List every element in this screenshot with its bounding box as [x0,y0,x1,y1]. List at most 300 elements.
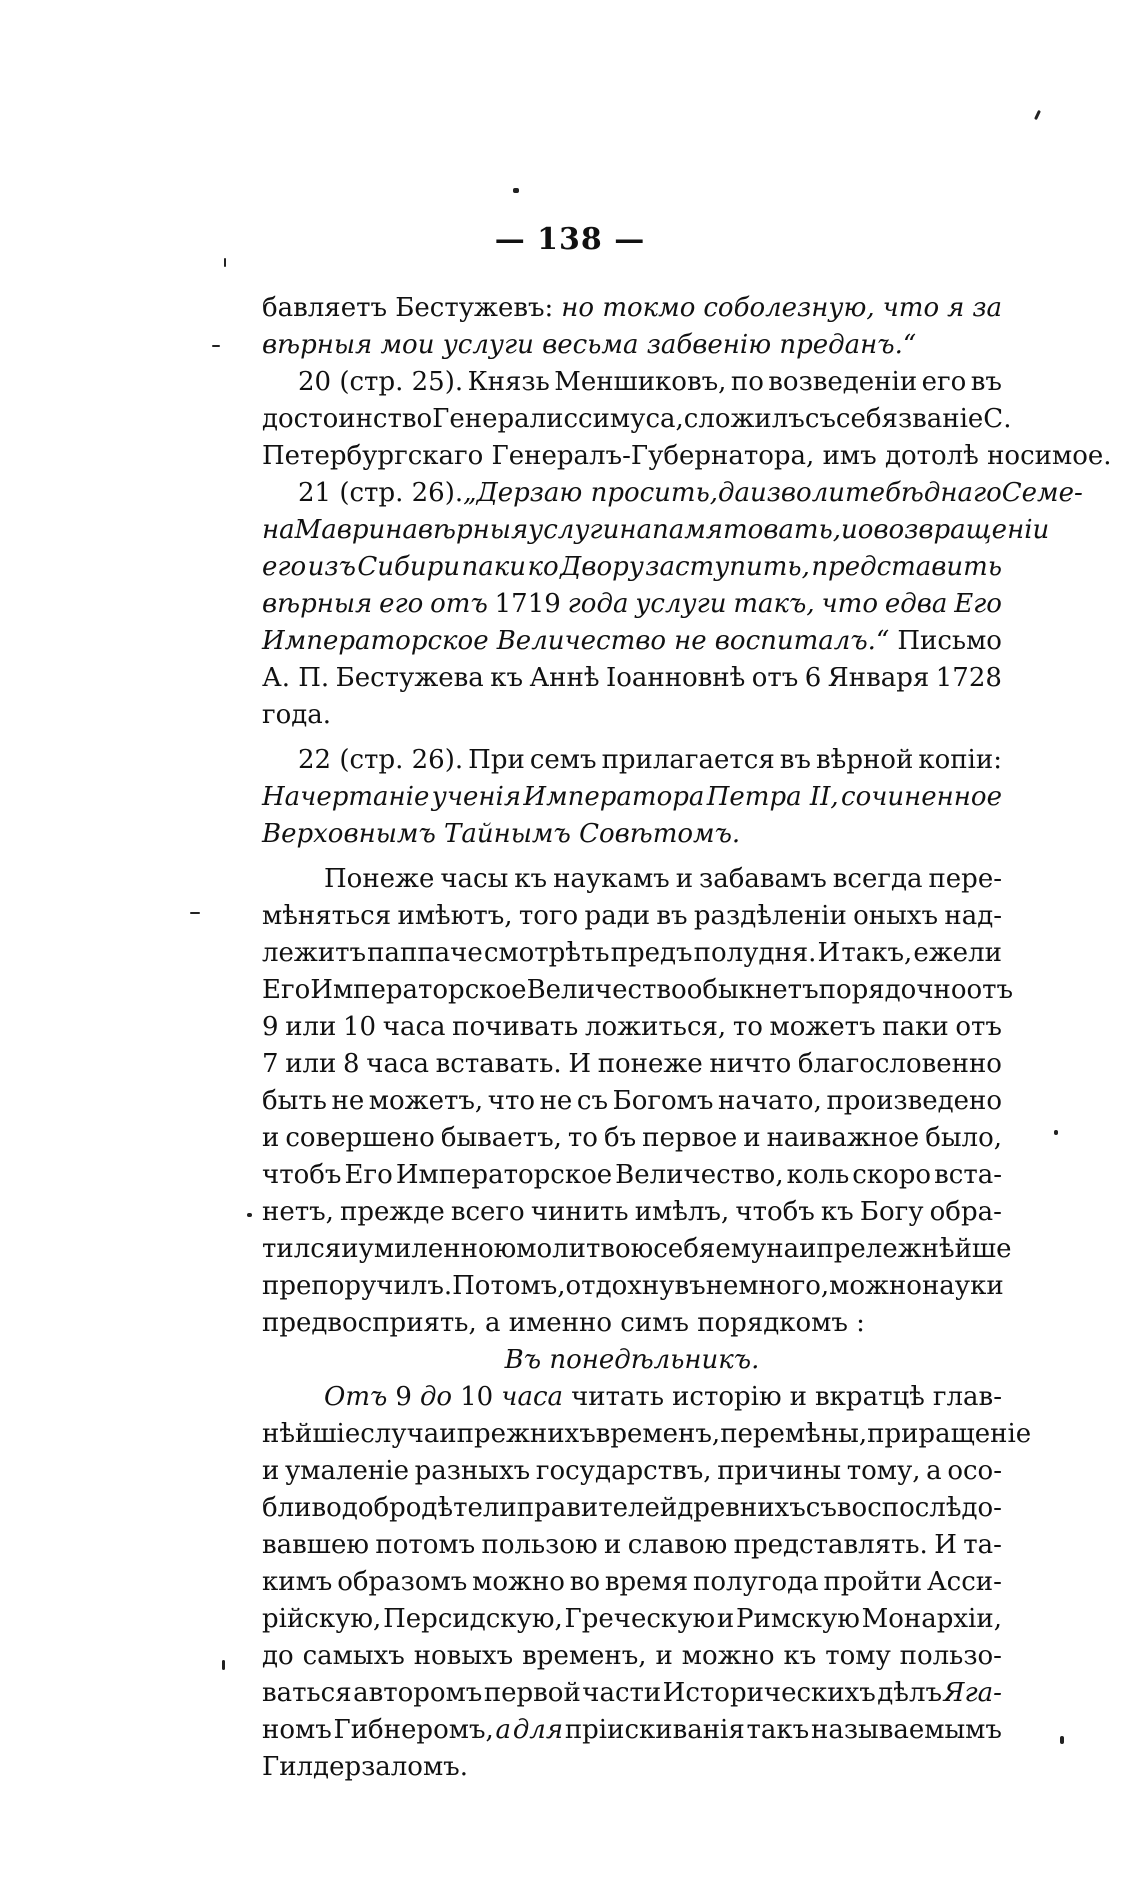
text-fragment: почивать [452,1012,579,1042]
text-fragment: Гилдерзаломъ. [262,1752,468,1782]
text-fragment: временъ, [595,1419,721,1449]
text-fragment: всего [450,1197,525,1227]
text-fragment: сложилъ [683,404,805,434]
text-fragment: 1728 [935,663,1002,693]
text-fragment: Величество, [615,1160,784,1190]
text-line [262,697,1002,734]
text-fragment: Двору [560,552,644,582]
text-fragment: Начертаніе [262,782,430,812]
paragraph-gap [262,853,1002,861]
text-fragment: 20 (стр. 25). [298,367,464,397]
text-line [262,438,1112,475]
text-block [262,290,1112,1786]
text-fragment: мѣняться [262,901,392,931]
text-fragment: и [716,1604,735,1634]
text-line [262,364,1002,401]
text-fragment: себя [653,1234,716,1264]
text-fragment: Асси- [926,1567,1002,1597]
text-line [262,401,1012,438]
text-fragment: пере- [928,864,1002,894]
text-fragment: Императорское [395,1160,613,1190]
text-fragment: изволите [750,478,886,508]
text-fragment: ради [584,901,651,931]
text-fragment: представлять. [733,1530,928,1560]
text-line [262,972,1014,1009]
text-fragment: чинить [530,1197,629,1227]
text-fragment: тому [825,1641,891,1671]
text-fragment: читать [571,1382,665,1412]
text-fragment: до [262,1641,294,1671]
text-fragment: во [569,1567,601,1597]
text-fragment: или [285,1012,337,1042]
text-line [262,816,1002,853]
text-fragment: отдохнувъ [565,1271,706,1301]
text-fragment: съ [805,1493,837,1523]
text-fragment: и [604,1530,622,1560]
text-fragment: осо- [947,1456,1002,1486]
text-fragment: препоручилъ. [262,1271,453,1301]
text-fragment: не [539,1086,573,1116]
text-fragment: паки [461,552,527,582]
text-fragment: та- [963,1530,1002,1560]
text-line [262,1305,1002,1342]
text-fragment: чтобъ [735,1197,815,1227]
text-fragment: С. [983,404,1012,434]
text-fragment: и [789,1382,807,1412]
text-fragment: нѣйшіе [262,1419,361,1449]
text-line [262,1083,1002,1120]
text-fragment: отъ [751,663,799,693]
text-fragment: бавляетъ Бестужевъ: [262,293,554,323]
text-line [262,512,1050,549]
text-fragment: его [379,589,424,619]
text-fragment: вавшею [262,1530,369,1560]
text-fragment: первой [483,1678,581,1708]
text-fragment: Гибнеромъ, [333,1715,494,1745]
text-fragment: Верховнымъ Тайнымъ Совѣтомъ. [262,819,741,849]
text-fragment: Монархіи, [861,1604,1002,1634]
text-fragment: наиважное [766,1123,920,1153]
text-fragment: отъ [430,589,488,619]
text-fragment: по [730,367,764,397]
text-fragment: то [567,1123,598,1153]
text-fragment: имѣютъ, [397,901,513,931]
text-fragment: быть [262,1086,327,1116]
text-fragment: случаи [360,1419,457,1449]
text-fragment: чтобъ [262,1160,342,1190]
text-fragment: государствъ, [535,1456,712,1486]
text-line [262,1268,1002,1305]
text-fragment: обыкнетъ [686,975,819,1005]
text-fragment: имѣлъ, [634,1197,730,1227]
text-fragment: Потомъ, [452,1271,566,1301]
text-fragment: и [262,1123,280,1153]
text-fragment: Его [954,589,1002,619]
text-fragment: Князь [467,367,550,397]
text-fragment: Петербургскаго Генералъ-Губернатора, имъ дотолѣ носимое. [262,441,1112,471]
text-fragment: съ [804,404,836,434]
text-fragment: вѣрныя [262,589,373,619]
text-fragment: И [817,938,841,968]
scan-speck [224,258,226,267]
text-fragment: ежели [913,938,1002,968]
text-fragment: къ [820,1197,854,1227]
text-fragment: наипрележнѣйше [766,1234,1012,1264]
text-fragment: Императора [523,782,705,812]
text-fragment: над- [944,901,1002,931]
text-fragment: причины [717,1456,842,1486]
text-fragment: года [567,589,629,619]
text-fragment: лежитъ [262,938,367,968]
text-fragment: вѣрныя [417,515,529,545]
text-fragment: можетъ [769,1012,876,1042]
text-fragment: вѣрной [816,745,914,775]
text-fragment: коль [786,1160,850,1190]
text-line [262,1712,1002,1749]
text-fragment: воспиталъ.“ [714,626,890,656]
text-fragment: порядочно [818,975,967,1005]
text-fragment: года. [262,700,332,730]
text-line [262,1379,1002,1416]
text-fragment: кимъ [262,1567,333,1597]
text-fragment: того [518,901,579,931]
text-fragment: добродѣтели [341,1493,517,1523]
text-fragment: Персидскую, [383,1604,563,1634]
text-fragment: ученія [431,782,522,812]
text-fragment: прилагается [601,745,775,775]
text-fragment: части [582,1678,662,1708]
text-fragment: Императорское [310,975,527,1005]
text-fragment: не [705,1271,739,1301]
text-fragment: въ [779,745,811,775]
text-fragment: и [675,864,694,894]
text-fragment: то [732,1012,763,1042]
text-fragment: соболезную, [703,293,875,323]
text-line [262,1416,1032,1453]
text-line [262,1601,1002,1638]
text-fragment: славою [627,1530,728,1560]
text-fragment: едва [884,589,948,619]
text-fragment: отъ [955,1012,1002,1042]
text-fragment: рійскую, [262,1604,382,1634]
text-fragment: правителей [516,1493,678,1523]
text-line [262,623,1002,660]
text-fragment: да [718,478,750,508]
text-fragment: 6 [804,663,822,693]
text-fragment: глав- [932,1382,1002,1412]
text-fragment: Генералиссимуса, [432,404,684,434]
text-line [262,1009,1002,1046]
text-fragment: бъ [603,1123,637,1153]
scan-speck [212,345,220,347]
text-fragment: къ [514,864,548,894]
text-fragment: обра- [929,1197,1002,1227]
text-fragment: И [568,1049,592,1079]
text-fragment: 10 [343,1012,377,1042]
text-fragment: пользо- [899,1641,1002,1671]
text-fragment: а [926,1456,942,1486]
text-line [262,1564,1002,1601]
text-fragment: часа [382,1012,446,1042]
text-fragment: произведено [826,1086,1002,1116]
text-fragment: понеже [597,1049,703,1079]
text-fragment: ничто [709,1049,792,1079]
text-fragment: раздѣленіи [693,901,847,931]
text-fragment: я [947,293,965,323]
text-fragment: бываетъ, [440,1123,562,1153]
text-fragment: сочиненное [841,782,1002,812]
text-fragment: услуги [528,515,620,545]
text-line [262,1120,1002,1157]
text-fragment: Величество [526,975,687,1005]
text-fragment: его [262,552,307,582]
text-fragment: ко [527,552,559,582]
text-fragment: 7 [262,1049,279,1079]
text-fragment: всегда [832,864,923,894]
text-fragment: полугода [693,1567,819,1597]
text-line [262,898,1002,935]
text-fragment: къ [490,663,524,693]
text-fragment: можетъ, [368,1086,484,1116]
text-line [262,475,1083,512]
text-fragment: возвращеніи [873,515,1050,545]
text-fragment: 1719 [494,589,561,619]
text-fragment: потомъ [375,1530,476,1560]
text-line [262,779,1002,816]
text-fragment: Римскую [736,1604,860,1634]
text-fragment: Греческую [564,1604,716,1634]
text-fragment: Богу [859,1197,924,1227]
text-fragment: и [655,1641,673,1671]
text-fragment: на [262,515,295,545]
text-fragment: пройти [823,1567,923,1597]
text-fragment: смотрѣть [483,938,610,968]
text-fragment: много, [738,1271,830,1301]
text-fragment: образомъ [337,1567,468,1597]
text-fragment: а [495,1715,512,1745]
text-fragment: отъ [966,975,1014,1005]
text-fragment: перемѣны, [720,1419,868,1449]
text-fragment: паки [882,1012,949,1042]
text-fragment: званіе [897,404,984,434]
text-line [262,861,1002,898]
text-fragment: въ [656,901,688,931]
text-fragment: называемымъ [811,1715,1002,1745]
text-fragment: въ [970,367,1002,397]
text-fragment: съ [576,1086,609,1116]
text-fragment: 9 [395,1382,412,1412]
text-fragment: что [487,1086,535,1116]
text-fragment: ложиться, [584,1012,727,1042]
text-fragment: о [857,515,874,545]
text-fragment: Письмо [897,626,1002,656]
text-fragment: такъ, [733,589,815,619]
text-fragment: семъ [529,745,597,775]
text-fragment: новыхъ [413,1641,514,1671]
text-fragment: благословенно [797,1049,1002,1079]
text-line [262,586,1002,623]
text-fragment: его [921,367,967,397]
text-fragment: напамятовать, [619,515,841,545]
text-fragment: и [262,1456,280,1486]
text-fragment: такъ, [841,938,913,968]
scan-speck [190,912,200,914]
scan-speck [513,188,519,193]
text-fragment: можно [681,1641,775,1671]
text-fragment: время [604,1567,689,1597]
scan-speck [1060,1736,1064,1744]
text-fragment: предвосприять, а именно симъ порядкомъ : [262,1308,865,1338]
text-fragment: Отъ [324,1382,388,1412]
text-line [262,1490,1002,1527]
text-fragment: для [512,1715,564,1745]
text-fragment: ваться [262,1678,352,1708]
text-fragment: было, [925,1123,1002,1153]
text-line [262,1527,1002,1564]
text-fragment: первое [642,1123,738,1153]
text-fragment: до [419,1382,453,1412]
text-line [262,742,1002,779]
text-line [262,1046,1002,1083]
text-fragment: услуги [635,589,727,619]
text-fragment: нетъ, [262,1197,334,1227]
text-line [262,1194,1002,1231]
text-fragment: часа [501,1382,564,1412]
text-fragment: или [285,1049,337,1079]
text-fragment: И [934,1530,957,1560]
text-fragment: прежнихъ [456,1419,596,1449]
text-line [262,1453,1002,1490]
text-fragment: вста- [934,1160,1002,1190]
text-fragment: скоро [852,1160,932,1190]
text-fragment: полудня. [693,938,817,968]
text-line [262,290,1002,327]
text-fragment: совершено [285,1123,435,1153]
text-fragment: умаленіе [285,1456,409,1486]
text-fragment: молитвою [516,1234,654,1264]
text-fragment: начато, [718,1086,822,1116]
text-fragment: вставать. [435,1049,562,1079]
text-fragment: забавамъ [699,864,827,894]
text-fragment: и [841,515,858,545]
text-fragment: бѣднаго [885,478,1002,508]
text-fragment: наукамъ [553,864,670,894]
text-fragment: можно [472,1567,565,1597]
text-fragment: Аннѣ [529,663,600,693]
text-line [262,549,1002,586]
scan-speck [247,1213,252,1217]
text-fragment: но токмо [561,293,696,323]
text-fragment: Меншиковъ, [554,367,727,397]
text-fragment: не [331,1086,365,1116]
scan-speck [1034,110,1041,120]
text-fragment: 10 [460,1382,494,1412]
text-fragment: и [743,1123,761,1153]
text-fragment: 22 (стр. 26). [298,745,464,775]
text-fragment: часы [440,864,509,894]
text-fragment: Его [262,975,311,1005]
text-fragment: науки [921,1271,1004,1301]
text-fragment: пріискиванія [564,1715,745,1745]
text-line [262,660,1002,697]
text-fragment: не [674,626,707,656]
text-fragment: Семе- [1001,478,1083,508]
text-fragment: Бестужева [335,663,484,693]
text-fragment: временъ, [522,1641,647,1671]
text-fragment: Яга- [943,1678,1002,1708]
text-fragment: тому, [846,1456,921,1486]
text-fragment: изъ [307,552,356,582]
text-fragment: такъ [746,1715,810,1745]
text-fragment: предъ [610,938,693,968]
text-fragment: Величество [496,626,667,656]
text-fragment: номъ [262,1715,332,1745]
text-fragment: Историческихъ [662,1678,876,1708]
text-fragment: самыхъ [302,1641,405,1671]
text-fragment: дѣлъ [877,1678,943,1708]
text-fragment: Въ понедѣльникъ. [504,1345,760,1375]
text-line [262,327,1002,364]
text-line [262,1675,1002,1712]
text-fragment: Петра II, [706,782,839,812]
text-fragment: достоинство [262,404,433,434]
text-fragment: Января [827,663,930,693]
text-fragment: заступить, [645,552,810,582]
text-fragment: вкратцѣ [815,1382,925,1412]
text-fragment: Богомъ [612,1086,714,1116]
page-number: — 138 — [494,222,646,257]
text-fragment: копіи: [918,745,1002,775]
text-fragment: за [972,293,1002,323]
text-fragment: древнихъ [677,1493,806,1523]
text-fragment: Маврина [294,515,418,545]
text-fragment: представить [811,552,1002,582]
text-fragment: возведеніи [768,367,918,397]
text-fragment: Сибири [357,552,461,582]
text-fragment: приращеніе [867,1419,1032,1449]
text-fragment: прежде [340,1197,445,1227]
text-fragment: воспослѣдо- [836,1493,1002,1523]
text-fragment: умиленною [358,1234,517,1264]
text-line [262,1638,1002,1675]
text-line [262,935,1002,972]
text-fragment: „Дерзаю просить, [463,478,719,508]
text-line [262,1342,1002,1379]
text-fragment: къ [783,1641,817,1671]
text-fragment: оныхъ [853,901,939,931]
text-fragment: часа [366,1049,430,1079]
text-fragment: авторомъ [353,1678,483,1708]
text-fragment: бливо [262,1493,342,1523]
text-fragment: что [821,589,878,619]
text-fragment: Іоанновнѣ [605,663,746,693]
text-fragment: 21 (стр. 26). [298,478,464,508]
text-fragment: себя [835,404,898,434]
text-fragment: А. П. [262,663,330,693]
text-fragment: тился [262,1234,342,1264]
text-fragment: 9 [262,1012,279,1042]
text-fragment: 8 [343,1049,360,1079]
scan-speck [222,1660,225,1670]
text-fragment: и [341,1234,359,1264]
text-line [262,1231,1012,1268]
scan-speck [1054,1130,1058,1135]
text-fragment: Понеже [324,864,435,894]
text-fragment: При [468,745,525,775]
text-fragment: пользою [481,1530,598,1560]
paragraph-gap [262,734,1002,742]
text-fragment: исторію [672,1382,782,1412]
